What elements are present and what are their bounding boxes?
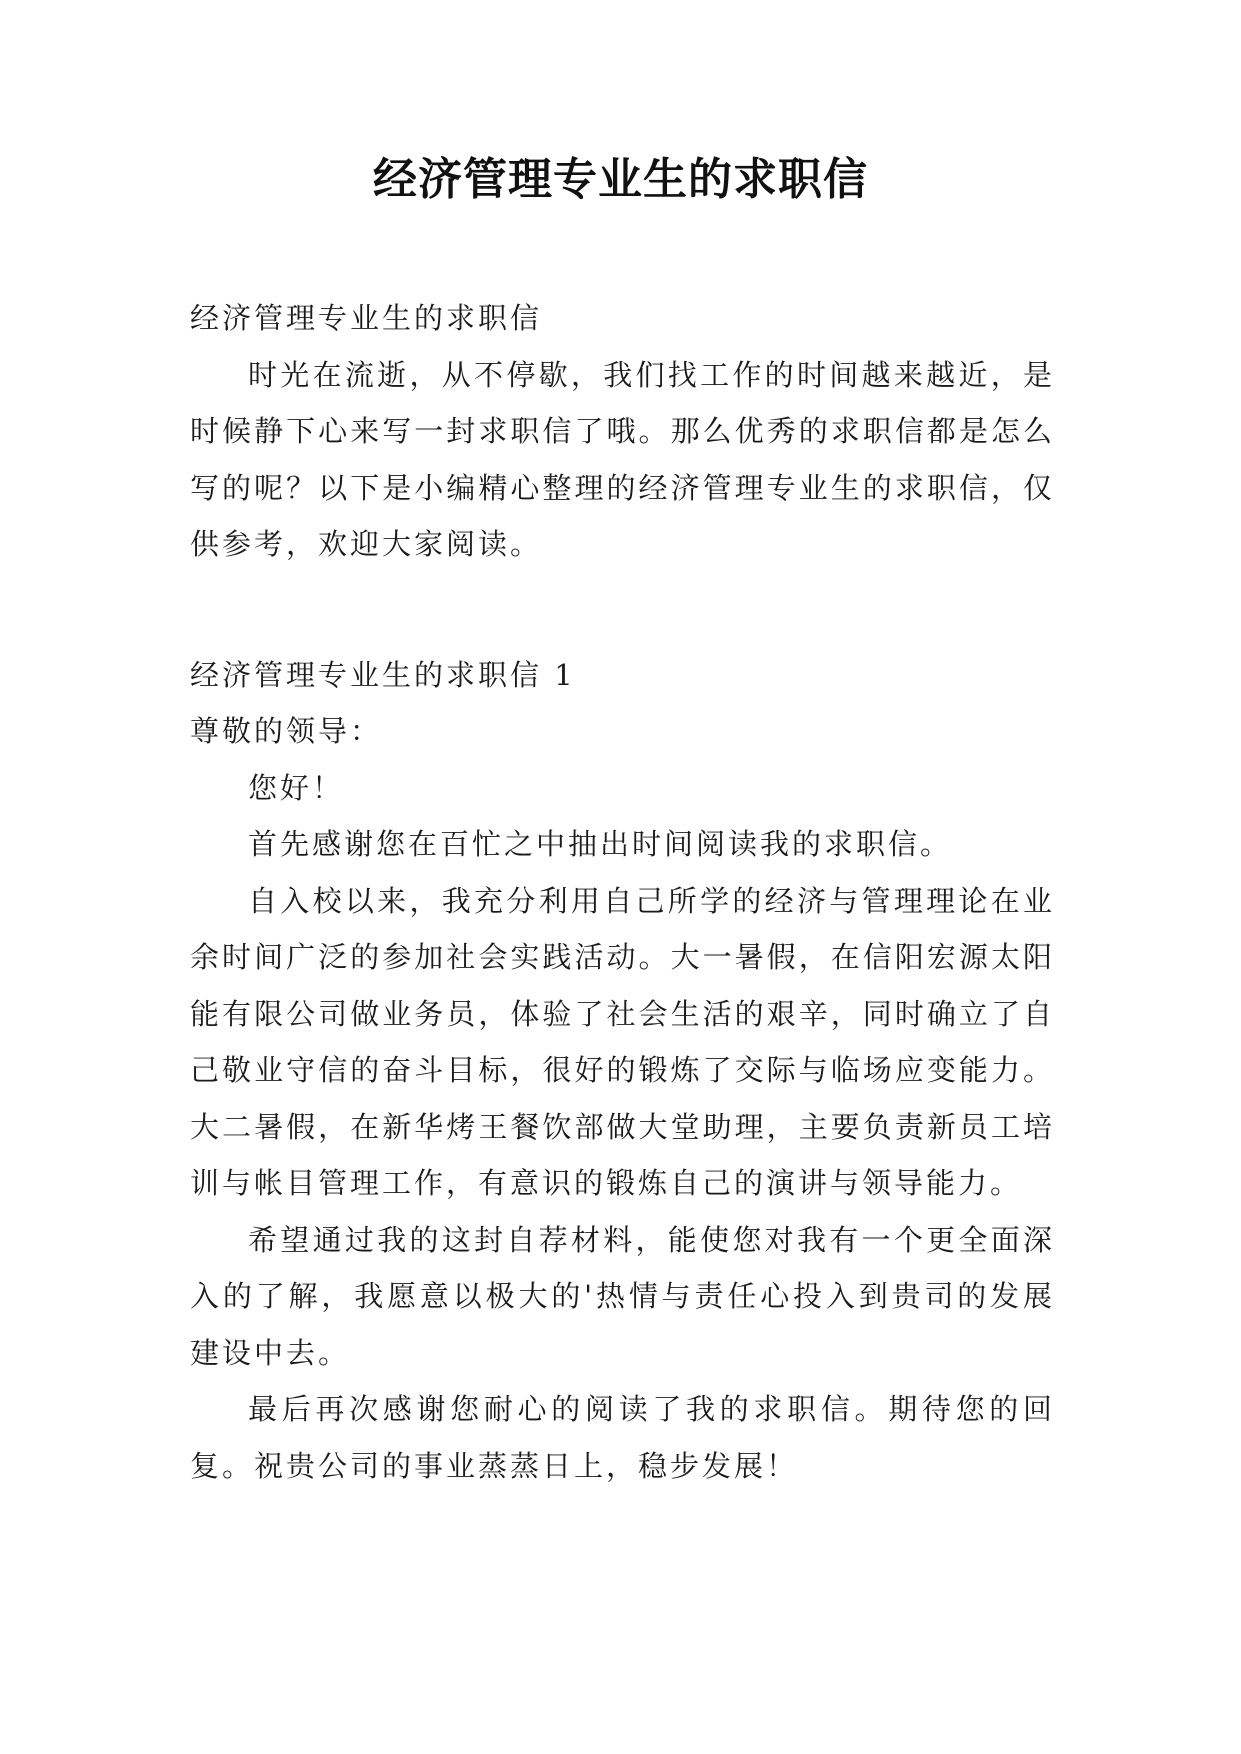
letter-greeting: 您好！ (248, 770, 345, 805)
letter-paragraph-hope: 希望通过我的这封自荐材料，能使您对我有一个更全面深入的了解，我愿意以极大的'热情与责任心投入到贵司的发展建设中去。 (190, 1222, 1055, 1370)
letter-paragraph-experience: 自入校以来，我充分利用自己所学的经济与管理理论在业余时间广泛的参加社会实践活动。大一暑假，在信阳宏源太阳能有限公司做业务员，体验了社会生活的艰辛，同时确立了自己敬业守信的奋斗目标，很好的锻炼了交际与临场应变能力。大二暑假，在新华烤王餐饮部做大堂助理，主要负责新员工培训与帐目管理工作，有意识的锻炼自己的演讲与领导能力。 (190, 883, 1055, 1200)
section-spacer (190, 573, 1055, 647)
letter-heading: 经济管理专业生的求职信 1 (190, 657, 576, 692)
document-body (190, 290, 1055, 1494)
letter-salutation: 尊敬的领导： (190, 714, 383, 748)
letter-paragraph-closing: 最后再次感谢您耐心的阅读了我的求职信。期待您的回复。祝贵公司的事业蒸蒸日上，稳步发展！ (190, 1392, 1055, 1483)
document-subtitle: 经济管理专业生的求职信 (190, 301, 543, 335)
intro-paragraph: 时光在流逝，从不停歇，我们找工作的时间越来越近，是时候静下心来写一封求职信了哦。那么优秀的求职信都是怎么写的呢？以下是小编精心整理的经济管理专业生的求职信，仅供参考，欢迎大家阅读。 (190, 357, 1055, 561)
letter-paragraph-thanks: 首先感谢您在百忙之中抽出时间阅读我的求职信。 (248, 827, 953, 861)
document-title: 经济管理专业生的求职信 (373, 154, 868, 205)
